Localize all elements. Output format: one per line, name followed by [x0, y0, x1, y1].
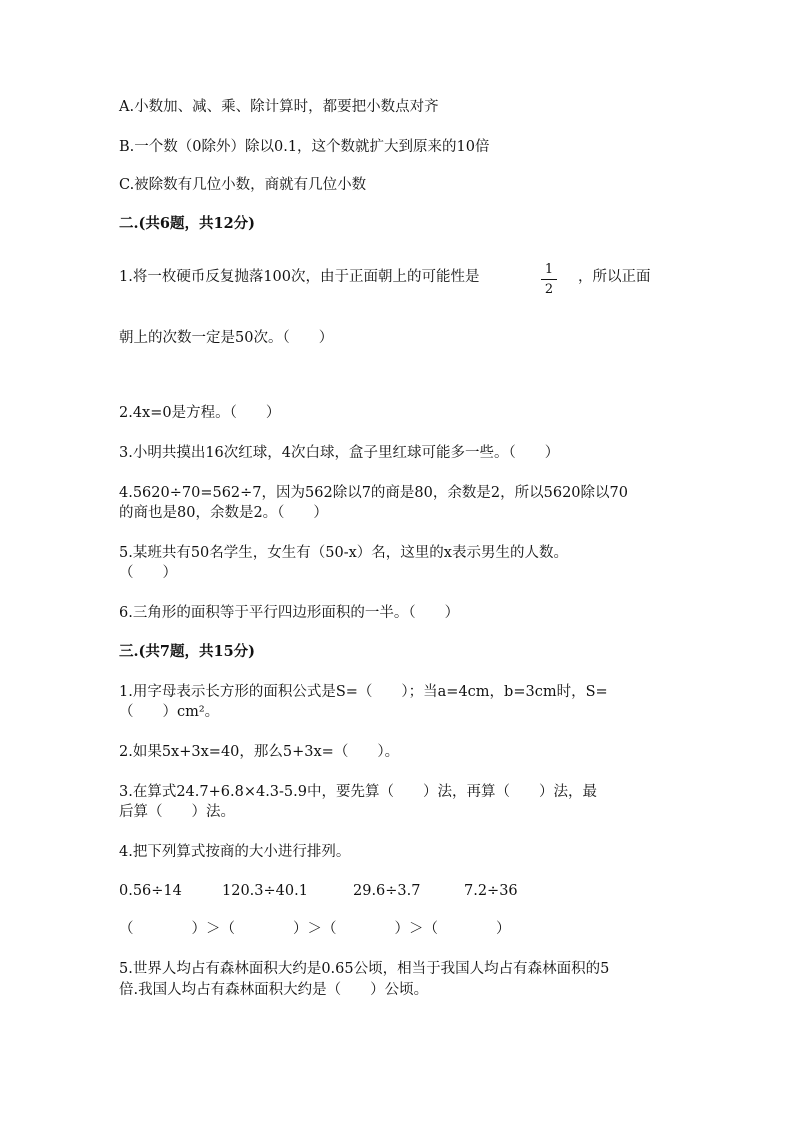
s3-q5-line1: 5.世界人均占有森林面积大约是0.65公顷，相当于我国人均占有森林面积的5 [119, 961, 610, 977]
option-a: A.小数加、减、乘、除计算时，都要把小数点对齐 [119, 99, 439, 115]
s3-q3-line1: 3.在算式24.7+6.8×4.3-5.9中，要先算（ ）法，再算（ ）法，最 [119, 784, 597, 800]
s2-q4-line1: 4.5620÷70=562÷7，因为562除以7的商是80，余数是2，所以5620除以70 [119, 485, 628, 501]
s3-q5-line2: 倍.我国人均占有森林面积大约是（ ）公顷。 [119, 982, 429, 998]
s2-q6: 6.三角形的面积等于平行四边形面积的一半。（ ） [119, 605, 460, 621]
s2-q1-fraction [541, 262, 557, 297]
s2-q1-part2: ，所以正面 [578, 269, 651, 285]
s3-q4-expr-3: 29.6÷3.7 [353, 883, 421, 899]
s2-q2: 2.4x=0是方程。（ ） [119, 405, 281, 421]
s2-q5-line2: （ ） [119, 565, 177, 581]
fraction-numerator: 1 [544, 262, 554, 277]
fraction-bar [541, 279, 557, 280]
s3-q3-line2: 后算（ ）法。 [119, 804, 235, 820]
option-b: B.一个数（0除外）除以0.1，这个数就扩大到原来的10倍 [119, 139, 490, 155]
s3-q4-expr-4: 7.2÷36 [464, 883, 518, 899]
s3-q4-expr-2: 120.3÷40.1 [222, 883, 308, 899]
s3-q1-line1: 1.用字母表示长方形的面积公式是S=（ ）；当a=4cm，b=3cm时，S= [119, 684, 608, 700]
s3-q4-expr-1: 0.56÷14 [119, 883, 182, 899]
s2-q5-line1: 5.某班共有50名学生，女生有（50-x）名，这里的x表示男生的人数。 [119, 545, 568, 561]
s3-q2: 2.如果5x+3x=40，那么5+3x=（ ）。 [119, 744, 400, 760]
option-c: C.被除数有几位小数，商就有几位小数 [119, 177, 367, 193]
s2-q3: 3.小明共摸出16次红球，4次白球，盒子里红球可能多一些。（ ） [119, 445, 560, 461]
s2-q4-line2: 的商也是80，余数是2。（ ） [119, 505, 328, 521]
s3-q1-line2: （ ）cm²。 [119, 704, 220, 720]
s2-q1-part1: 1.将一枚硬币反复抛落100次，由于正面朝上的可能性是 [119, 269, 480, 285]
s3-q4-prompt: 4.把下列算式按商的大小进行排列。 [119, 844, 351, 860]
s2-q1-line2: 朝上的次数一定是50次。（ ） [119, 330, 334, 346]
s3-q4-order-line: （ ）＞（ ）＞（ ）＞（ ） [119, 921, 511, 937]
section2-heading: 二.(共6题，共12分) [119, 215, 256, 232]
fraction-denominator: 2 [544, 282, 554, 297]
section3-heading: 三.(共7题，共15分) [119, 643, 256, 660]
